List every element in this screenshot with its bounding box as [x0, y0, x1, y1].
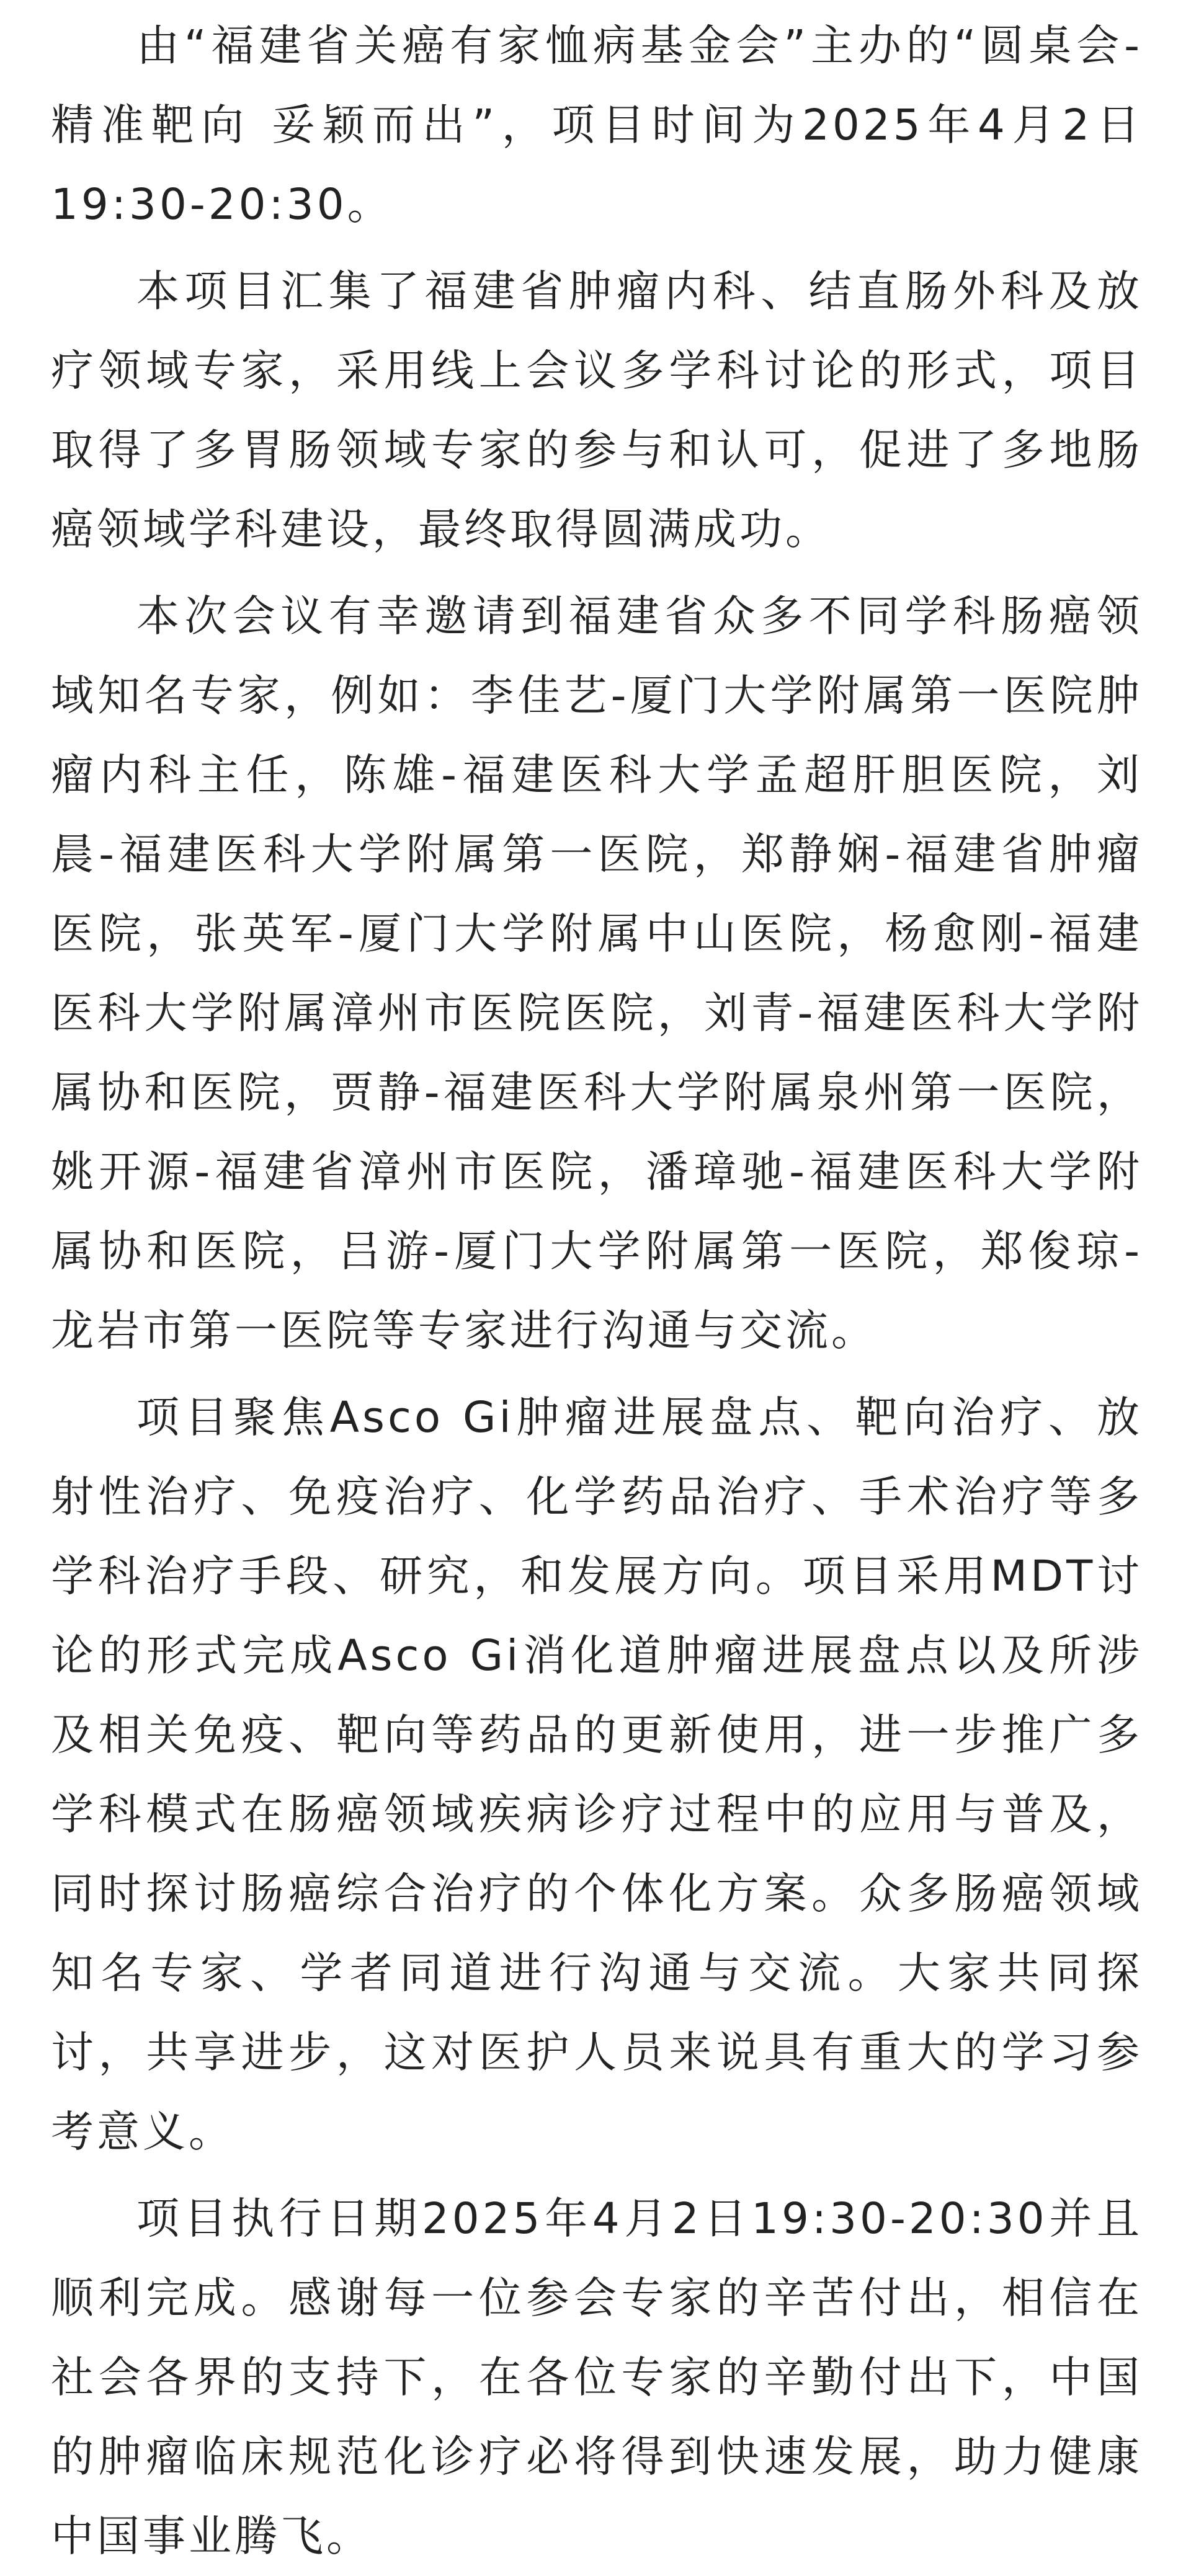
- paragraph-project-summary: 本项目汇集了福建省肿瘤内科、结直肠外科及放疗领域专家，采用线上会议多学科讨论的形式，项目取得了多胃肠领域专家的参与和认可，促进了多地肠癌领域学科建设，最终取得圆满成功。: [51, 267, 1143, 554]
- paragraph-project-intro: 由“福建省关癌有家恤病基金会”主办的“圆桌会-精准靶向 妥颖而出”，项目时间为2025年4月2日19:30-20:30。: [51, 21, 1143, 229]
- paragraph-project-focus: 项目聚焦Asco Gi肿瘤进展盘点、靶向治疗、放射性治疗、免疫治疗、化学药品治疗、手术治疗等多学科治疗手段、研究，和发展方向。项目采用MDT讨论的形式完成Asco Gi消化道肿瘤进展盘点以及所涉及相关免疫、靶向等药品的更新使用，进一步推广多学科模式在肠癌领域疾病诊疗过程中的应用与普及，同时探讨肠癌综合治疗的个体化方案。众多肠癌领域知名专家、学者同道进行沟通与交流。大家共同探讨，共享进步，这对医护人员来说具有重大的学习参考意义。: [51, 1393, 1143, 2157]
- paragraph-conclusion: 项目执行日期2025年4月2日19:30-20:30并且顺利完成。感谢每一位参会专家的辛苦付出，相信在社会各界的支持下，在各位专家的辛勤付出下，中国的肿瘤临床规范化诊疗必将得到快速发展，助力健康中国事业腾飞。: [51, 2194, 1143, 2561]
- paragraph-invited-experts: 本次会议有幸邀请到福建省众多不同学科肠癌领域知名专家，例如：李佳艺-厦门大学附属第一医院肿瘤内科主任，陈雄-福建医科大学孟超肝胆医院，刘晨-福建医科大学附属第一医院，郑静娴-福建省肿瘤医院，张英军-厦门大学附属中山医院，杨愈刚-福建医科大学附属漳州市医院医院，刘青-福建医科大学附属协和医院，贾静-福建医科大学附属泉州第一医院，姚开源-福建省漳州市医院，潘璋驰-福建医科大学附属协和医院，吕游-厦门大学附属第一医院，郑俊琼-龙岩市第一医院等专家进行沟通与交流。: [51, 592, 1143, 1356]
